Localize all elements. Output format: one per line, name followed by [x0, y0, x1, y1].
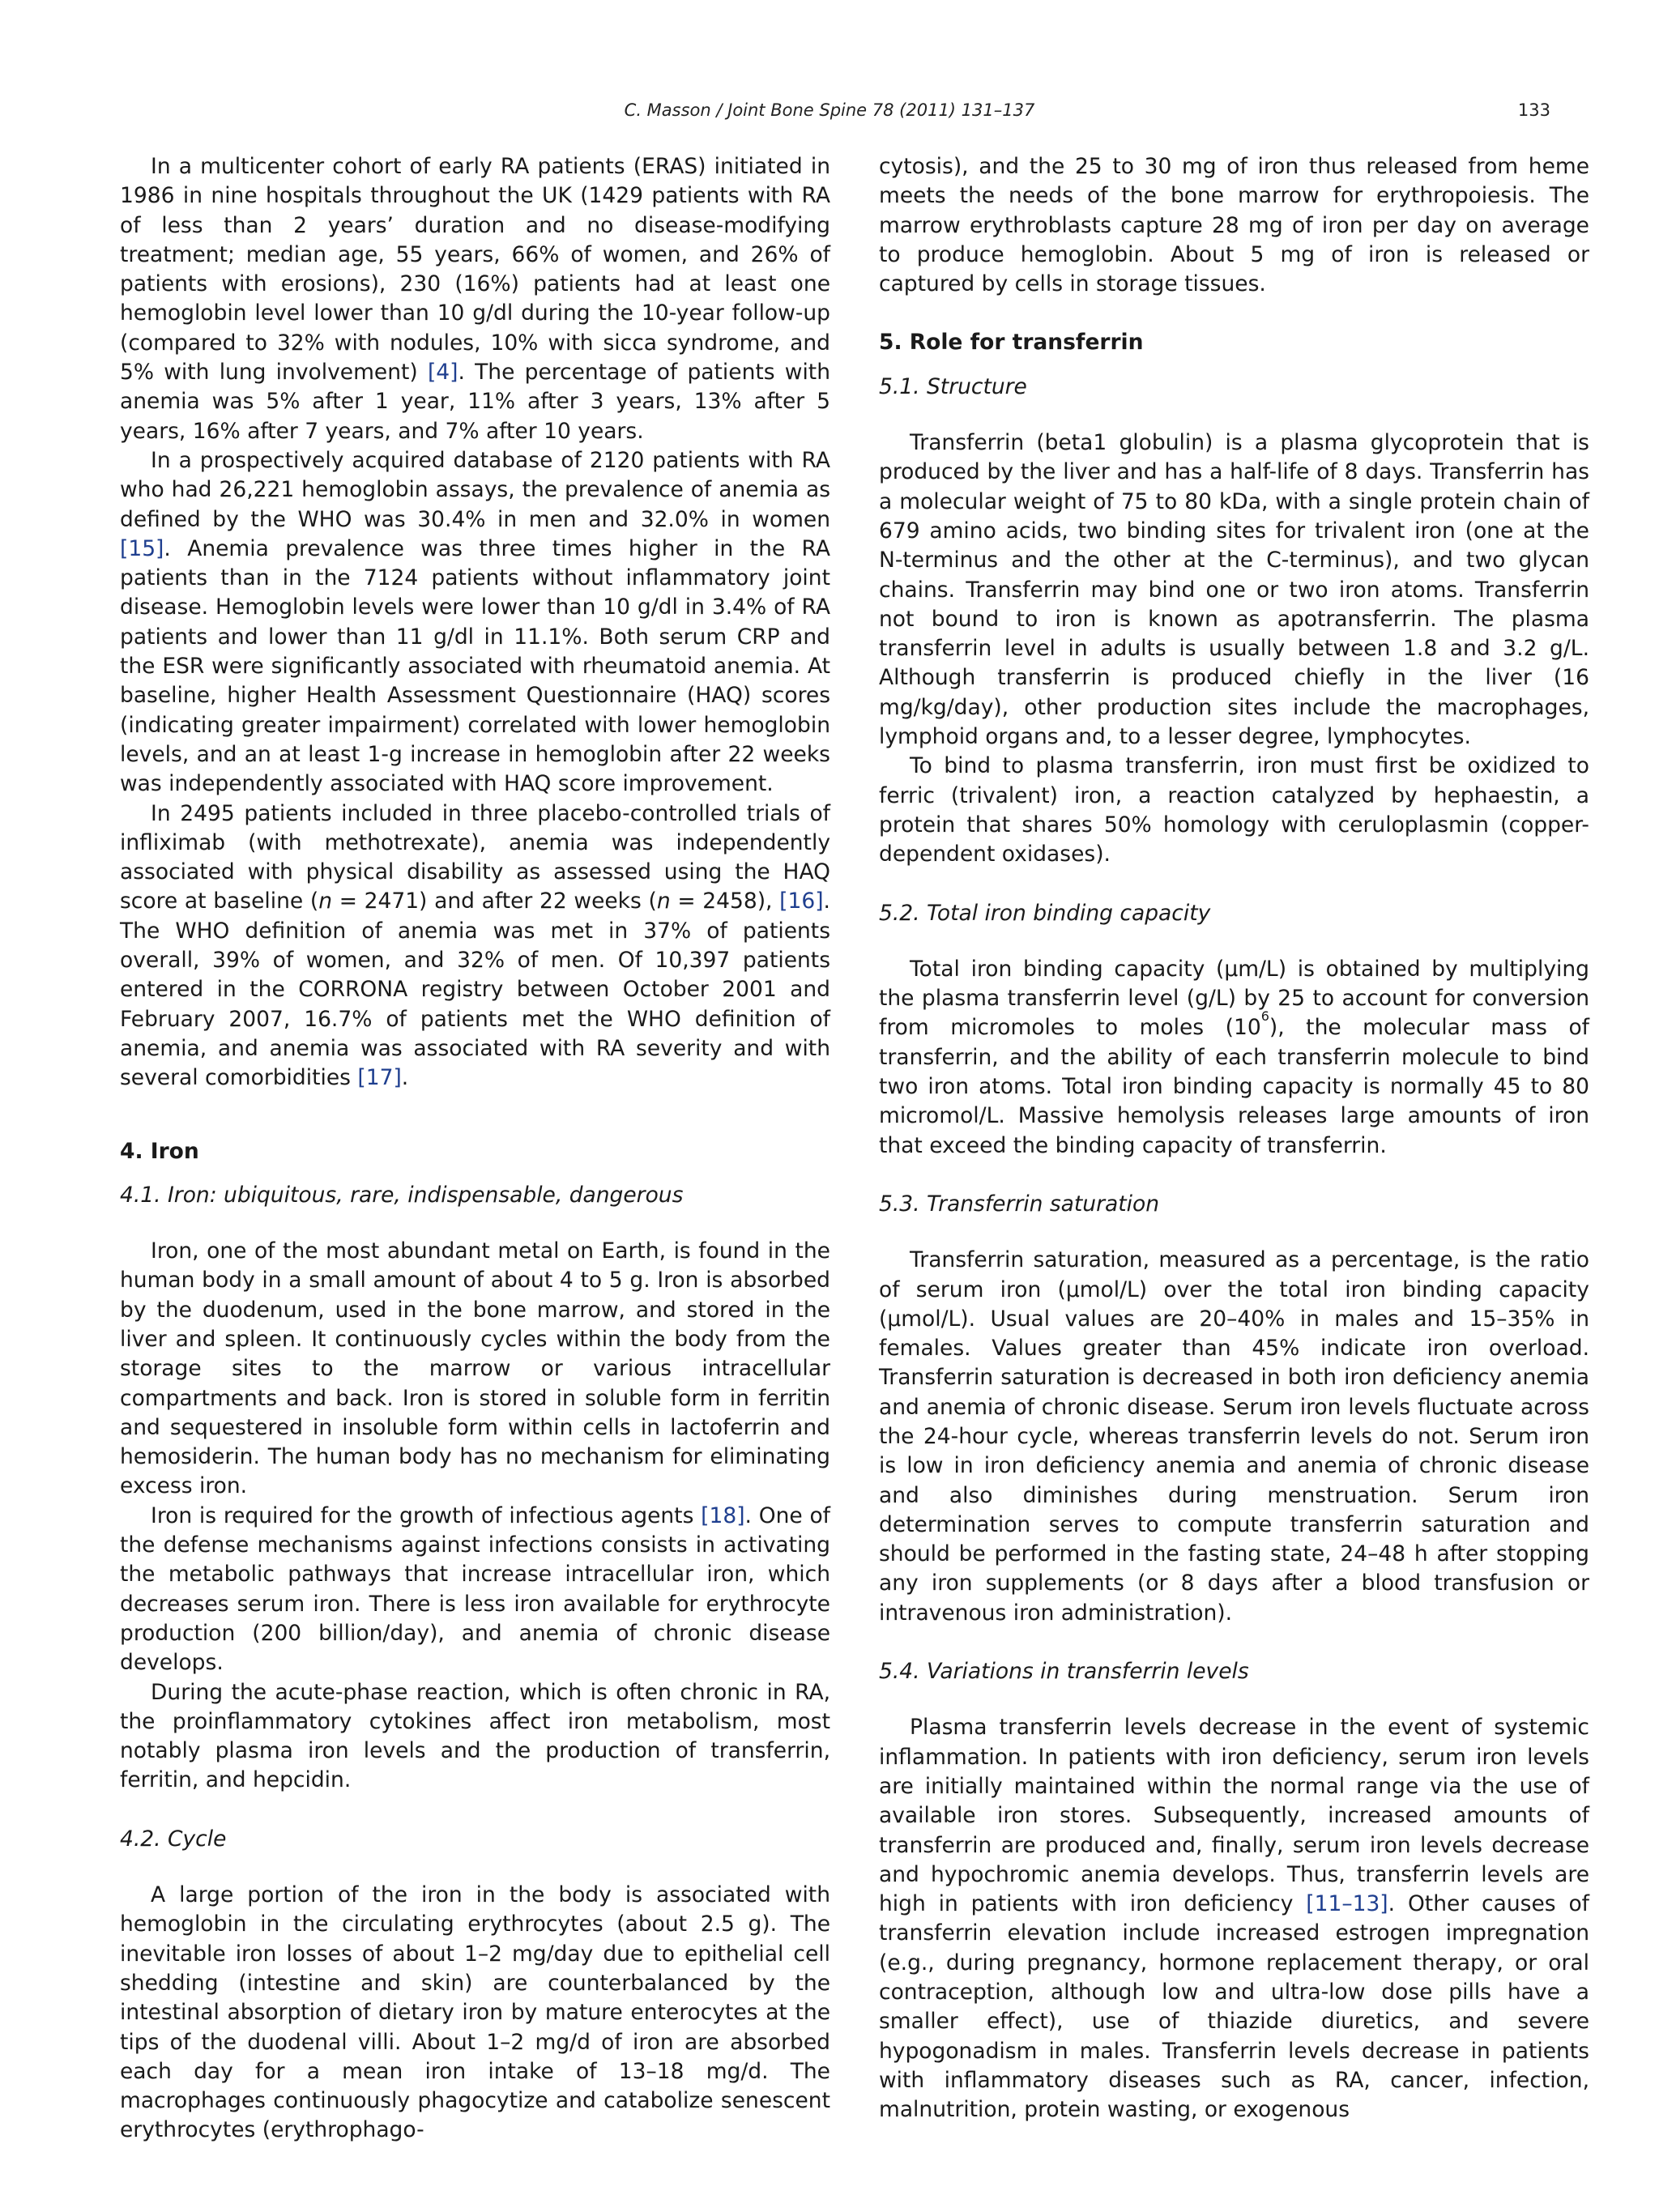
citation-link[interactable]: [4]: [427, 360, 458, 386]
paragraph: [879, 1713, 1589, 2125]
paragraph: During the acute-phase reaction, which is often chronic in RA, the proinflammatory cytokines affect iron metabolism, most notably plasma iron levels and the production of transferrin, ferritin, and hepcidin.: [120, 1679, 830, 1793]
citation-link[interactable]: [15]: [120, 535, 164, 561]
paragraph: Iron, one of the most abundant metal on Earth, is found in the human body in a small amount of about 4 to 5 g. Iron is absorbed by the duodenum, used in the bone marrow, and stored in the liver and spleen. It continuously cycles within the body from the storage sites to the marrow or various intracellular compartments and back. Iron is stored in soluble form in ferritin and sequestered in insoluble form within cells in lactoferrin and hemosiderin. The human body has no mechanism for eliminating excess iron.: [120, 1238, 830, 1499]
citation-link[interactable]: [18]: [701, 1502, 745, 1528]
text: In a multicenter cohort of early RA patients (ERAS) initiated in 1986 in nine hospitals throughout the UK (1429 patients with RA of less than 2 years’ duration and no disease-modifying treatment; median age, 55 years, 66% of women, and 26% of patients with erosions), 230 (16%) patients had at least one hemoglobin level lower than 10 g/dl during the 10-year follow-up (compared to 32% with nodules, 10% with sicca syndrome, and 5% with lung involvement): [120, 154, 830, 386]
paragraph: A large portion of the iron in the body is associated with hemoglobin in the circulating erythrocytes (about 2.5 g). The inevitable iron losses of about 1–2 mg/day due to epithelial cell shedding (intestine and skin) are counterbalanced by the intestinal absorption of dietary iron by mature enterocytes at the tips of the duodenal villi. About 1–2 mg/d of iron are absorbed each day for a mean iron intake of 13–18 mg/d. The macrophages continuously phagocytize and catabolize senescent erythrocytes (erythrophago-: [120, 1882, 830, 2143]
subsection-heading: 5.1. Structure: [879, 373, 1027, 399]
text: Iron is required for the growth of infectious agents: [151, 1502, 702, 1528]
text: Plasma transferrin levels decrease in the event of systemic inflammation. In patients with iron deficiency, serum iron levels are initially maintained within the normal range via the use of available iron stores. Subsequently, increased amounts of transferrin are produced and, finally, serum iron levels decrease and hypochromic anemia develops. Thus, transferrin levels are high in patients with iron deficiency: [879, 1715, 1589, 1917]
left-column: [120, 152, 830, 2146]
text: In 2495 patients included in three placebo-controlled trials of infliximab (with methotrexate), anemia was independently associated with physical disability as assessed using the HAQ score at baseline (: [120, 800, 830, 914]
paragraph: [120, 1502, 830, 1678]
running-head: C. Masson / Joint Bone Spine 78 (2011) 131–137: [624, 100, 1035, 120]
subsection-heading: 5.2. Total iron binding capacity: [879, 900, 1211, 926]
subsection-heading: 4.2. Cycle: [120, 1826, 227, 1852]
section-heading: 4. Iron: [120, 1138, 199, 1164]
text: . The WHO definition of anemia was met in 37% of patients overall, 39% of women, and 32% of men. Of 10,397 patients entered in the CORRONA registry between October 2001 and February 2007, 16.7% of patients met the WHO definition of anemia, and anemia was associated with RA severity and with several comorbidities: [120, 889, 830, 1091]
citation-link[interactable]: [17]: [357, 1065, 402, 1091]
paragraph: To bind to plasma transferrin, iron must first be oxidized to ferric (trivalent) iron, a reaction catalyzed by hephaestin, a protein that shares 50% homology with ceruloplasmin (copper-dependent oxidases).: [879, 753, 1589, 867]
text: n: [656, 889, 671, 914]
citation-link[interactable]: [11–13]: [1306, 1891, 1388, 1917]
text: = 2458),: [670, 889, 780, 914]
text: . The percentage of patients with anemia was 5% after 1 year, 11% after 3 years, 13% after 5 years, 16% after 7 years, and 7% after 10 years.: [120, 360, 830, 444]
paragraph: Transferrin saturation, measured as a percentage, is the ratio of serum iron (μmol/L) over the total iron binding capacity (μmol/L). Usual values are 20–40% in males and 15–35% in females. Values greater than 45% indicate iron overload. Transferrin saturation is decreased in both iron deficiency anemia and anemia of chronic disease. Serum iron levels fluctuate across the 24-hour cycle, whereas transferrin levels do not. Serum iron is low in iron deficiency anemia and anemia of chronic disease and also diminishes during menstruation. Serum iron determination serves to compute transferrin saturation and should be performed in the fasting state, 24–48 h after stopping any iron supplements (or 8 days after a blood transfusion or intravenous iron administration).: [879, 1247, 1589, 1626]
text: . One of the defense mechanisms against infections consists in activating the metabolic pathways that increase intracellular iron, which decreases serum iron. There is less iron available for erythrocyte production (200 billion/day), and anemia of chronic disease develops.: [120, 1502, 830, 1676]
right-column: [879, 152, 1589, 2125]
paragraph: cytosis), and the 25 to 30 mg of iron thus released from heme meets the needs of the bone marrow for erythropoiesis. The marrow erythroblasts capture 28 mg of iron per day on average to produce hemoglobin. About 5 mg of iron is released or captured by cells in storage tissues.: [879, 154, 1589, 297]
text: Total iron binding capacity (μm/L) is obtained by multiplying the plasma transferrin level (g/L) by 25 to account for conversion from micromoles to moles (10: [879, 956, 1589, 1041]
text: . Anemia prevalence was three times higher in the RA patients than in the 7124 patients without inflammatory joint disease. Hemoglobin levels were lower than 10 g/dl in 3.4% of RA patients and lower than 11 g/dl in 11.1%. Both serum CRP and the ESR were significantly associated with rheumatoid anemia. At baseline, higher Health Assessment Questionnaire (HAQ) scores (indicating greater impairment) correlated with lower hemoglobin levels, and an at least 1-g increase in hemoglobin after 22 weeks was independently associated with HAQ score improvement.: [120, 535, 830, 797]
paragraph-eras: [120, 152, 830, 446]
paragraph: Transferrin (beta1 globulin) is a plasma glycoprotein that is produced by the liver and has a half-life of 8 days. Transferrin has a molecular weight of 75 to 80 kDa, with a single protein chain of 679 amino acids, two binding sites for trivalent iron (one at the N-terminus and the other at the C-terminus), and two glycan chains. Transferrin may bind one or two iron atoms. Transferrin not bound to iron is known as apotransferrin. The plasma transferrin level in adults is usually between 1.8 and 3.2 g/L. Although transferrin is produced chiefly in the liver (16 mg/kg/day), other production sites include the macrophages, lymphoid organs and, to a lesser degree, lymphocytes.: [879, 430, 1589, 750]
superscript: 6: [1260, 1008, 1269, 1025]
section-heading: 5. Role for transferrin: [879, 330, 1144, 356]
subsection-heading: 5.3. Transferrin saturation: [879, 1191, 1159, 1217]
text: = 2471) and after 22 weeks (: [332, 889, 657, 914]
citation-link[interactable]: [16]: [779, 889, 824, 914]
text: . Other causes of transferrin elevation include increased estrogen impregnation (e.g., during pregnancy, hormone replacement therapy, or oral contraception, although low and ultra-low dose pills have a smaller effect), use of thiazide diuretics, and severe hypogonadism in males. Transferrin levels decrease in patients with inflammatory diseases such as RA, cancer, infection, malnutrition, protein wasting, or exogenous: [879, 1891, 1589, 2123]
page-number: 133: [1517, 100, 1550, 120]
text: n: [318, 889, 333, 914]
subsection-heading: 5.4. Variations in transferrin levels: [879, 1659, 1249, 1685]
subsection-heading: 4.1. Iron: ubiquitous, rare, indispensable, dangerous: [120, 1182, 684, 1208]
text: ), the molecular mass of transferrin, and the ability of each transferrin molecule to bind two iron atoms. Total iron binding capacity is normally 45 to 80 micromol/L. Massive hemolysis releases large amounts of iron that exceed the binding capacity of transferrin.: [879, 1015, 1589, 1158]
paragraph-infliximab: [120, 799, 830, 1093]
text: In a prospectively acquired database of 2120 patients with RA who had 26,221 hemoglobin assays, the prevalence of anemia as defined by the WHO was 30.4% in men and 32.0% in women: [120, 447, 830, 532]
text: .: [401, 1065, 409, 1091]
paragraph: [879, 955, 1589, 1161]
paragraph-database: [120, 446, 830, 799]
